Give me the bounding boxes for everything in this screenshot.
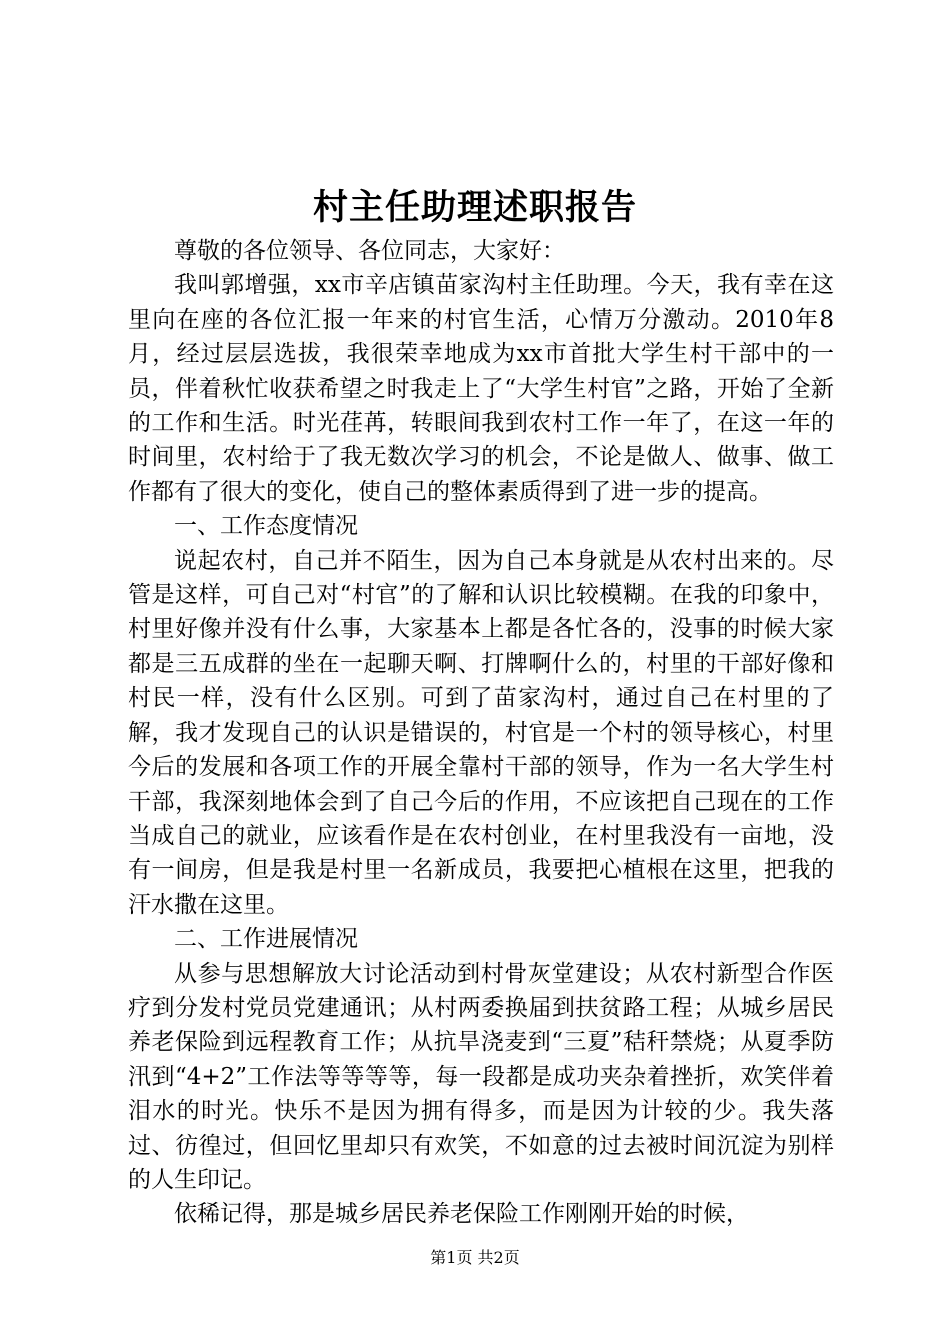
memory-paragraph: 依稀记得，那是城乡居民养老保险工作刚刚开始的时候， xyxy=(174,1201,749,1228)
section-heading-work-attitude: 一、工作态度情况 xyxy=(174,513,358,540)
work-attitude-paragraph: 说起农村，自己并不陌生，因为自己本身就是从农村出来的。尽管是这样，可自己对“村官”的了解和认识比较模糊。在我的印象中，村里好像并没有什么事，大家基本上都是各忙各的，没事的时候大家都是三五成群的坐在一起聊天啊、打牌啊什么的，村里的干部好像和村民一样，没有什么区别。可到了苗家沟村，通过自己在村里的了解，我才发现自己的认识是错误的，村官是一个村的领导核心，村里今后的发展和各项工作的开展全靠村干部的领导，作为一名大学生村干部，我深刻地体会到了自己今后的作用，不应该把自己现在的工作当成自己的就业，应该看作是在农村创业，在村里我没有一亩地，没有一间房，但是我是村里一名新成员，我要把心植根在这里，把我的汗水撒在这里。 xyxy=(128,547,834,918)
document-title: 村主任助理述职报告 xyxy=(312,187,637,228)
intro-paragraph: 我叫郭增强，xx市辛店镇苗家沟村主任助理。今天，我有幸在这里向在座的各位汇报一年来的村官生活，心情万分激动。2010年8月，经过层层选拔，我很荣幸地成为xx市首批大学生村干部中的一员，伴着秋忙收获希望之时我走上了“大学生村官”之路，开始了全新的工作和生活。时光荏苒，转眼间我到农村工作一年了，在这一年的时间里，农村给于了我无数次学习的机会，不论是做人、做事、做工作都有了很大的变化，使自己的整体素质得到了进一步的提高。 xyxy=(128,272,834,505)
document-body xyxy=(128,234,834,1232)
work-progress-paragraph: 从参与思想解放大讨论活动到村骨灰堂建设；从农村新型合作医疗到分发村党员党建通讯；从村两委换届到扶贫路工程；从城乡居民养老保险到远程教育工作；从抗旱浇麦到“三夏”秸秆禁烧；从夏季防汛到“4+2”工作法等等等等，每一段都是成功夹杂着挫折，欢笑伴着泪水的时光。快乐不是因为拥有得多，而是因为计较的少。我失落过、彷徨过，但回忆里却只有欢笑，不如意的过去被时间沉淀为别样的人生印记。 xyxy=(128,960,834,1193)
page-number-footer: 第1页 共2页 xyxy=(430,1248,520,1267)
section-heading-work-progress: 二、工作进展情况 xyxy=(174,926,358,953)
greeting-paragraph: 尊敬的各位领导、各位同志，大家好： xyxy=(174,238,565,264)
